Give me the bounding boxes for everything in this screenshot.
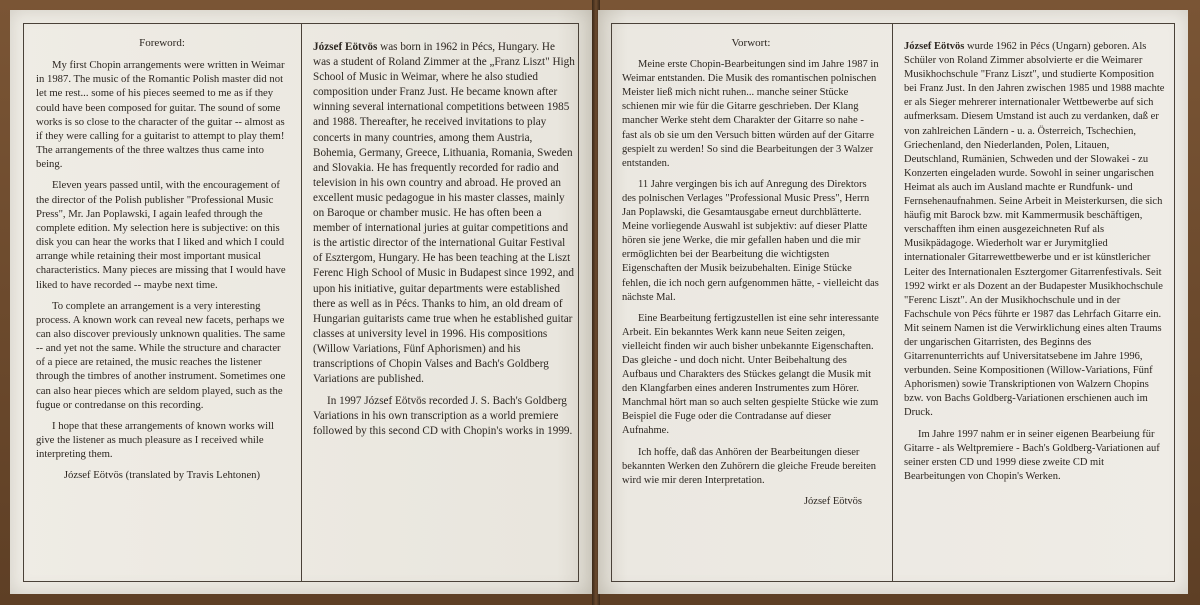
biografie-text: wurde 1962 in Pécs (Ungarn) geboren. Als Schüler von Roland Zimmer absolvierte er die Weimarer Musikhochschule "Franz Liszt", und studierte Komposition bei Franz Just. In den Jahren zwischen 1985 und 1988 machte er als Sieger mehrerer internationaler Wettbewerbe auf sich aufmerksam. Diesem Umstand ist auch zu verdanken, daß er von zahlreichen Ländern - u. a. Österreich, Tschechien, Griechenland, den Niederlanden, Polen, Litauen, Deutschland, Rumänien, Schweden und der Slowakei - zu Konzerten eingeladen wurde. Sowohl in seiner ungarischen Heimat als auch im Ausland machte er Rundfunk- und Fernsehenaufnahmen. Seine Arbeit in Meisterkursen, die sich häufig mit Barock bzw. mit Kammermusik beschäftigen, verschafften ihm einen ausgezeichneten Ruf als Musikpädagoge. Wiederholt war er Jurymitglied internationaler Gitarrewettbewerbe und er ist künstlericher Leiter des Internationalen Esztergomer Gitarrenfestivals. Seit 1992 wirkt er als Dozent an der Budapester Musikhochschule "Ferenc Liszt". An der Musikhochschule und in der Fachschule von Pécs führte er 1987 das Lehrfach Gitarre ein. Mit seinem Namen ist die Verwirklichung eines alten Traums der ungarischen Gitarristen, des Beginns des Gitarrenunterrichts auf Universitatsebene im Jahre 1996, verbunden. Seine Kompositionen (Willow-Variations, Fünf Aphorismen) sowie Transkriptionen von Walzern Chopins bzw. von Bachs Goldberg-Variationen erschienen auch im Druck. (904, 41, 1165, 419)
biografie-paragraph-1 (904, 40, 1166, 421)
foreword-paragraph-2: Eleven years passed until, with the encouragement of the director of the Polish publisher "Professional Music Press", Mr. Jan Poplawski, I again leafed through the complete edition. My selection here is subjective: on this disk you can hear the works that I liked and which I could arrange while retaining their most important musical characteristics. Many pieces are missing that I would have liked to have recorded -- maybe next time. (36, 179, 286, 291)
foreword-column (36, 36, 288, 490)
biografie-column (904, 40, 1166, 491)
vorwort-signature: József Eötvös (803, 495, 862, 507)
vorwort-paragraph-2: 11 Jahre vergingen bis ich auf Anregung des Direktors des polnischen Verlages "Professional Music Press", Herrn Jan Poplawski, die Gesamtausgabe erneut durchblätterte. Meine vorliegende Auswahl ist subjektiv: auf dieser Platte hören sie jene Werke, die mir gefallen haben und die mir ermöglichten bei der Bearbeitung die wichtigsten Eigenschaften der Musik beizubehalten. Einige Stücke fehlen, die ich noch gern aufgenommen hätte, - vielleicht das nächste Mal. (622, 178, 879, 303)
right-page (598, 10, 1188, 594)
biography-name: József Eötvös (313, 41, 378, 53)
foreword-paragraph-1: My first Chopin arrangements were written in Weimar in 1987. The music of the Romantic Polish master did not let me rest... some of his pieces seemed to me as if they could have been composed for guitar. The sound of some works is so close to the character of the guitar -- almost as if they were calling for a guitarist to attempt to play them! The arrangements of the three waltzes thus came into being. (36, 59, 285, 171)
vorwort-heading: Vorwort: (731, 37, 771, 49)
biography-column (313, 40, 575, 446)
biography-text: was born in 1962 in Pécs, Hungary. He was a student of Roland Zimmer at the „Franz Liszt" High School of Music in Weimar, where he also studied composition under Franz Just. He became known after winning several international competitions between 1985 and 1988. Thereafter, he received invitations to play concerts in many countries, among them Austria, Bohemia, Germany, Greece, Lithuania, Romania, Sweden and Slovakia. He has frequently recorded for radio and television in his own country and abroad. He proved an excellent music pedagogue in his master classes, mainly on Baroque or chamber music. He has often been a member of international juries at guitar competitions and is the artistic director of the international Guitar Festival of Esztergom, Hungary. He has been teaching at the Liszt Ferenc High School of Music in Budapest since 1992, and upon his initiative, guitar departments were established there as well as in Pécs. Thanks to him, an old dream of Hungarian guitarists came true when he established guitar classes at university level in 1996. His compositions (Willow Variations, Fünf Aphorismen) and his transcriptions of Chopin Valses and Bach's Goldberg Variations are published. (313, 41, 575, 386)
right-column-divider (892, 23, 893, 582)
foreword-heading: Foreword: (139, 37, 185, 49)
vorwort-paragraph-4: Ich hoffe, daß das Anhören der Bearbeitungen dieser bekannten Werken den Zuhörern die gleiche Freude bereiten wird wie mir deren Interpretation. (622, 446, 877, 486)
vorwort-column (622, 36, 880, 516)
foreword-signature: József Eötvös (translated by Travis Lehtonen) (63, 469, 261, 482)
biografie-paragraph-2: Im Jahre 1997 nahm er in seiner eigenen Bearbeiung für Gitarre - als Weltpremiere - Bach's Goldberg-Variationen auf seiner ersten CD und 1999 diese zweite CD mit Bearbeitungen von Chopin's Werken. (904, 428, 1160, 482)
vorwort-paragraph-3: Eine Bearbeitung fertigzustellen ist eine sehr interessante Arbeit. Ein bekanntes Werk kann neue Seiten zeigen, vielleicht finden wir auch bisher unbekannte Eigenschaften. Das gleiche - und doch nicht. Unter Beibehaltung des Aufbaus und Charakters des Stückes gelangt die Musik mit den Klangfarben eines anderen Instrumentes zum Hörer. Manchmal hört man so auch selten gespielte Stücke wie zum Beispiel die Fuge oder die Contradanse auf dieser Aufnahme. (622, 312, 879, 437)
vorwort-paragraph-1: Meine erste Chopin-Bearbeitungen sind im Jahre 1987 in Weimar entstanden. Die Musik des romantischen polnischen Meister ließ mich nicht ruhen... manche seiner Stücke schienen mir wie für die Gitarre geschrieben. Der Klang mancher Werke steht dem Charakter der Gitarre so nahe - fast als ob sie um den Versuch bitten würden auf der Gitarre gespielt zu werden! So sind die Bearbeitungen der 3 Walzer entstanden. (622, 59, 879, 169)
biography-paragraph-1 (313, 40, 575, 387)
biografie-name: József Eötvös (904, 41, 965, 52)
foreword-paragraph-4: I hope that these arrangements of known works will give the listener as much pleasure as I received while interpreting them. (36, 419, 275, 461)
biography-paragraph-2: In 1997 József Eötvös recorded J. S. Bach's Goldberg Variations in his own transcription as a world premiere followed by this second CD with Chopin's works in 1999. (313, 395, 573, 438)
left-page (10, 10, 592, 594)
foreword-paragraph-3: To complete an arrangement is a very interesting process. A known work can reveal new facets, perhaps we can also discover previously unknown qualities. The same -- and yet not the same. While the structure and character of a piece are retained, the music reaches the listener through the timbres of another instrument. Sometimes one can also hear pieces which are seldom played, such as the fugue or contredanse on this recording. (36, 299, 286, 411)
left-column-divider (301, 23, 302, 582)
